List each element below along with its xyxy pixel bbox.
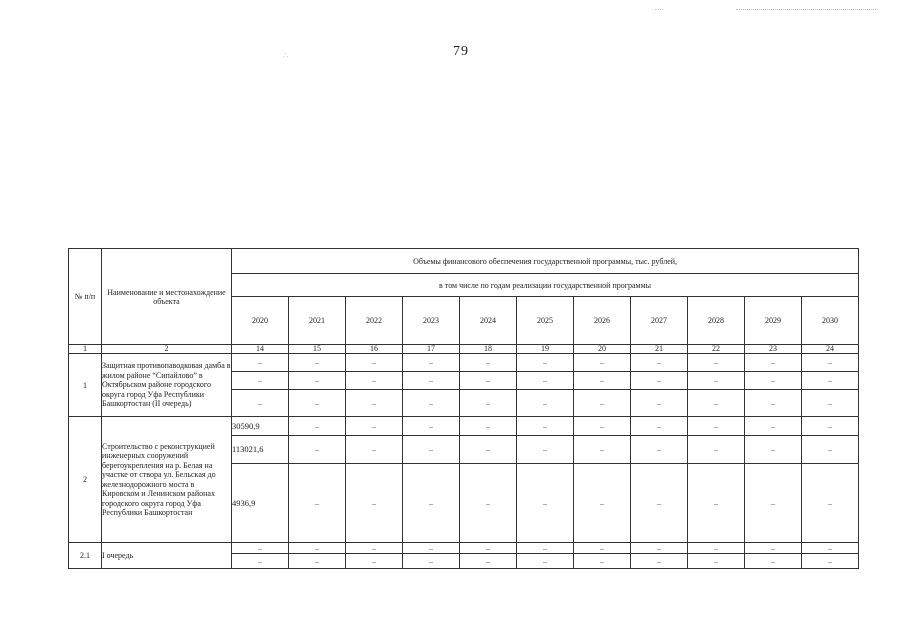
empty-value-dash: –	[517, 390, 574, 417]
empty-value-dash: –	[232, 554, 289, 569]
empty-value-dash: –	[802, 554, 859, 569]
empty-value-dash: –	[574, 554, 631, 569]
column-number: 2	[102, 345, 232, 354]
column-number: 17	[403, 345, 460, 354]
empty-value-dash: –	[631, 464, 688, 543]
year-header: 2024	[460, 297, 517, 345]
empty-value-dash: –	[289, 436, 346, 464]
empty-value-dash: –	[517, 417, 574, 436]
empty-value-dash: –	[802, 417, 859, 436]
empty-value-dash: –	[574, 543, 631, 554]
year-header: 2021	[289, 297, 346, 345]
value-2020: 30590,9	[232, 417, 289, 436]
table-row	[69, 354, 859, 372]
empty-value-dash: –	[232, 372, 289, 390]
empty-value-dash: –	[289, 543, 346, 554]
value-2020: 4936,9	[232, 464, 289, 543]
empty-value-dash: –	[289, 464, 346, 543]
empty-value-dash: –	[289, 554, 346, 569]
empty-value-dash: –	[289, 372, 346, 390]
row-number: 1	[69, 354, 102, 417]
empty-value-dash: –	[688, 354, 745, 372]
empty-value-dash: –	[460, 554, 517, 569]
empty-value-dash: –	[232, 354, 289, 372]
header-financing-title: Объемы финансового обеспечения государственной программы, тыс. рублей,	[232, 249, 859, 274]
empty-value-dash: –	[631, 390, 688, 417]
empty-value-dash: –	[688, 464, 745, 543]
object-name: I очередь	[102, 543, 232, 569]
year-header: 2030	[802, 297, 859, 345]
empty-value-dash: –	[688, 554, 745, 569]
empty-value-dash: –	[232, 390, 289, 417]
empty-value-dash: –	[460, 543, 517, 554]
empty-value-dash: –	[688, 372, 745, 390]
empty-value-dash: –	[688, 436, 745, 464]
column-number: 18	[460, 345, 517, 354]
row-number: 2.1	[69, 543, 102, 569]
scan-artifact: ∴	[283, 51, 289, 60]
empty-value-dash: –	[403, 390, 460, 417]
empty-value-dash: –	[403, 554, 460, 569]
column-number: 21	[631, 345, 688, 354]
empty-value-dash: –	[346, 372, 403, 390]
empty-value-dash: –	[232, 543, 289, 554]
empty-value-dash: –	[517, 464, 574, 543]
empty-value-dash: –	[289, 354, 346, 372]
empty-value-dash: –	[745, 543, 802, 554]
empty-value-dash: –	[631, 543, 688, 554]
empty-value-dash: –	[802, 543, 859, 554]
empty-value-dash: –	[346, 354, 403, 372]
empty-value-dash: –	[289, 390, 346, 417]
empty-value-dash: –	[346, 417, 403, 436]
empty-value-dash: –	[688, 543, 745, 554]
empty-value-dash: –	[403, 543, 460, 554]
empty-value-dash: –	[403, 417, 460, 436]
year-header: 2025	[517, 297, 574, 345]
empty-value-dash: –	[346, 543, 403, 554]
empty-value-dash: –	[460, 417, 517, 436]
empty-value-dash: –	[574, 464, 631, 543]
empty-value-dash: –	[574, 390, 631, 417]
page-number: 79	[453, 44, 469, 59]
column-number: 22	[688, 345, 745, 354]
column-number: 23	[745, 345, 802, 354]
year-header: 2023	[403, 297, 460, 345]
empty-value-dash: –	[403, 436, 460, 464]
scan-artifact	[736, 9, 876, 10]
empty-value-dash: –	[745, 390, 802, 417]
empty-value-dash: –	[460, 390, 517, 417]
year-header: 2027	[631, 297, 688, 345]
empty-value-dash: –	[574, 417, 631, 436]
empty-value-dash: –	[802, 372, 859, 390]
empty-value-dash: –	[631, 436, 688, 464]
empty-value-dash: –	[574, 372, 631, 390]
scan-artifact	[655, 9, 663, 10]
empty-value-dash: –	[802, 464, 859, 543]
empty-value-dash: –	[745, 554, 802, 569]
column-number: 16	[346, 345, 403, 354]
empty-value-dash: –	[517, 372, 574, 390]
column-number: 1	[69, 345, 102, 354]
empty-value-dash: –	[346, 554, 403, 569]
column-number: 14	[232, 345, 289, 354]
empty-value-dash: –	[745, 417, 802, 436]
empty-value-dash: –	[745, 436, 802, 464]
empty-value-dash: –	[517, 354, 574, 372]
empty-value-dash: –	[802, 436, 859, 464]
empty-value-dash: –	[745, 354, 802, 372]
value-2020: 113021,6	[232, 436, 289, 464]
year-header: 2026	[574, 297, 631, 345]
empty-value-dash: –	[631, 372, 688, 390]
empty-value-dash: –	[460, 354, 517, 372]
empty-value-dash: –	[802, 354, 859, 372]
table-row	[69, 417, 859, 436]
year-header: 2028	[688, 297, 745, 345]
empty-value-dash: –	[745, 464, 802, 543]
column-numbering-row	[69, 345, 859, 354]
empty-value-dash: –	[688, 417, 745, 436]
column-number: 19	[517, 345, 574, 354]
empty-value-dash: –	[631, 417, 688, 436]
empty-value-dash: –	[403, 464, 460, 543]
column-number: 20	[574, 345, 631, 354]
column-number: 15	[289, 345, 346, 354]
empty-value-dash: –	[631, 554, 688, 569]
header-nomer: № п/п	[69, 249, 102, 345]
object-name: Защитная противопаводковая дамба в жилом районе “Сипайлово” в Октябрьском районе городского округа город Уфа Республики Башкортостан (II очередь)	[102, 354, 232, 417]
empty-value-dash: –	[574, 436, 631, 464]
empty-value-dash: –	[688, 390, 745, 417]
empty-value-dash: –	[745, 372, 802, 390]
financing-table	[68, 248, 859, 569]
empty-value-dash: –	[517, 543, 574, 554]
empty-value-dash: –	[517, 436, 574, 464]
empty-value-dash: –	[802, 390, 859, 417]
empty-value-dash: –	[346, 436, 403, 464]
empty-value-dash: –	[289, 417, 346, 436]
header-object-name: Наименование и местонахождение объекта	[102, 249, 232, 345]
empty-value-dash: –	[460, 436, 517, 464]
year-header: 2029	[745, 297, 802, 345]
empty-value-dash: –	[460, 464, 517, 543]
year-header: 2020	[232, 297, 289, 345]
empty-value-dash: –	[346, 390, 403, 417]
empty-value-dash: –	[460, 372, 517, 390]
column-number: 24	[802, 345, 859, 354]
row-number: 2	[69, 417, 102, 543]
empty-value-dash: –	[631, 354, 688, 372]
empty-value-dash: –	[403, 372, 460, 390]
year-header: 2022	[346, 297, 403, 345]
empty-value-dash: –	[346, 464, 403, 543]
object-name: Строительство с реконструкцией инженерных сооружений берегоукрепления на р. Белая на участке от створа ул. Бельская до железнодорожного моста в Кировском и Ленинском районах городского округа город Уфа Республики Башкортостан	[102, 417, 232, 543]
table-row	[69, 543, 859, 554]
empty-value-dash: –	[517, 554, 574, 569]
empty-value-dash: –	[574, 354, 631, 372]
empty-value-dash: –	[403, 354, 460, 372]
header-by-years: в том числе по годам реализации государственной программы	[232, 274, 859, 297]
